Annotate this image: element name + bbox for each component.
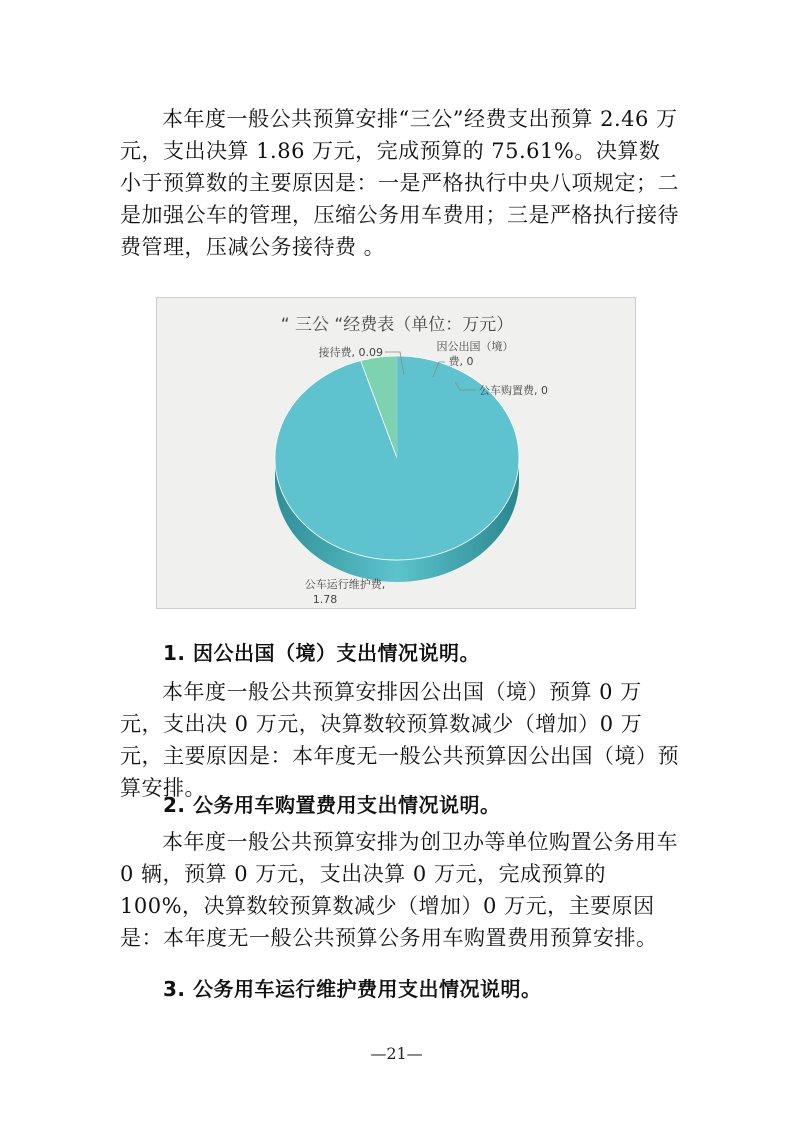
section-1-heading: 1. 因公出国（境）支出情况说明。 — [163, 641, 480, 665]
intro-paragraph: 本年度一般公共预算安排“三公”经费支出预算 2.46 万元，支出决算 1.86 万元，完成预算的 75.61%。决算数小于预算数的主要原因是：一是严格执行中央八项规定；二是加强公车的管理，压缩公务用车费用；三是严格执行接待费管理，压减公务接待费 。 — [120, 107, 679, 259]
label-reception-fee: 接待费, 0.09 — [318, 346, 383, 359]
pie-chart — [156, 297, 636, 609]
label-abroad-fee: 因公出国（境） — [436, 340, 514, 353]
section-3-heading: 3. 公务用车运行维护费用支出情况说明。 — [163, 977, 542, 1001]
chart-title: “ 三公 “经费表（单位：万元） — [280, 315, 514, 335]
label-abroad-fee-2: 费, 0 — [448, 355, 474, 368]
label-purchase-fee: 公车购置费, 0 — [479, 384, 548, 397]
section-2-body: 本年度一般公共预算安排为创卫办等单位购置公务用车 0 辆，预算 0 万元，支出决算 0 万元，完成预算的 100%，决算数较预算数减少（增加）0 万元，主要原因是：本年度无一般公共预算公务用车购置费用预算安排。 — [120, 830, 678, 950]
page-number: —21— — [370, 1044, 423, 1063]
section-2-heading: 2. 公务用车购置费用支出情况说明。 — [163, 793, 501, 817]
pie-chart-svg — [157, 298, 637, 610]
label-maintenance-value: 1.78 — [312, 593, 338, 606]
label-maintenance-fee: 公车运行维护费, — [304, 578, 386, 591]
section-1-body: 本年度一般公共预算安排因公出国（境）预算 0 万元，支出决 0 万元，决算数较预算数减少（增加）0 万元，主要原因是：本年度无一般公共预算因公出国（境）预算安排。 — [120, 680, 679, 800]
